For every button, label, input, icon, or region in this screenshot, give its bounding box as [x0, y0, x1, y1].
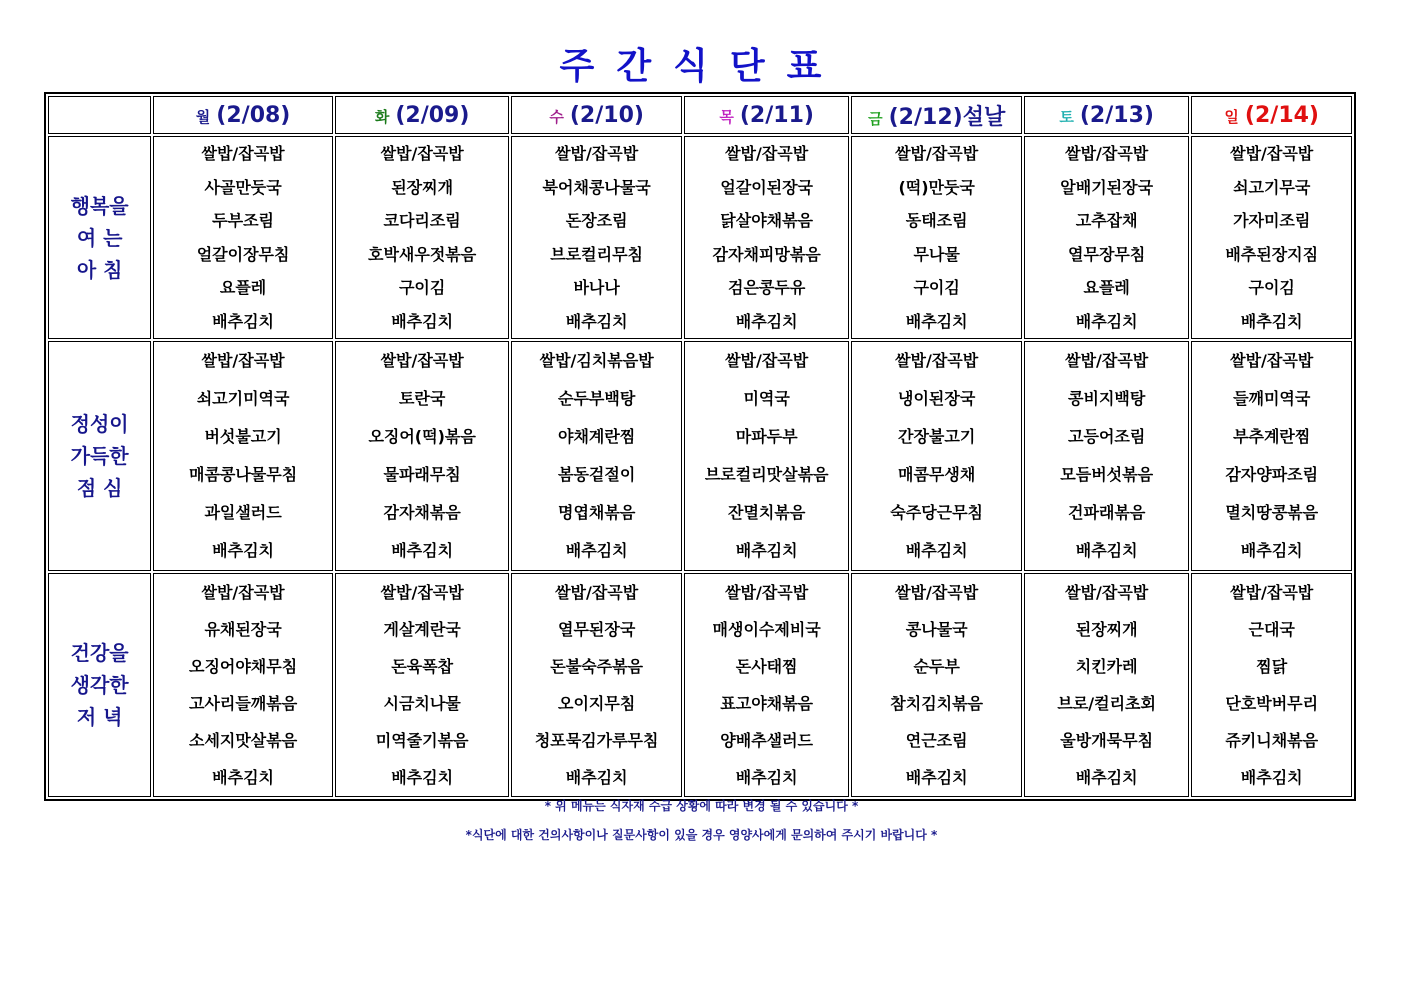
day-header-fri: [851, 96, 1022, 134]
menu-item: 배추김치: [905, 768, 968, 787]
menu-cell: [684, 136, 850, 339]
menu-item: 쌀밥/잡곡밥: [201, 144, 285, 163]
meal-label: [48, 136, 151, 339]
menu-cell: [153, 573, 333, 797]
menu-item: 돈육폭찹: [391, 657, 454, 676]
menu-item: 쌀밥/잡곡밥: [1065, 144, 1149, 163]
menu-item: 감자양파조림: [1225, 465, 1319, 484]
menu-item: 치킨카레: [1075, 657, 1138, 676]
menu-item: 배추김치: [391, 311, 454, 331]
menu-item: 청포묵김가루무침: [534, 731, 659, 750]
day-name: 수: [549, 107, 564, 126]
notice-inquiry: *식단에 대한 건의사항이나 질문사항이 있을 경우 영양사에게 문의하여 주시기 바랍니다 *: [465, 828, 938, 842]
menu-item: 표고야채볶음: [720, 694, 814, 713]
menu-item: 찜닭: [1256, 657, 1288, 676]
menu-item: 순두부백탕: [558, 389, 636, 408]
menu-item: 쌀밥/잡곡밥: [725, 351, 809, 370]
menu-item: 쌀밥/잡곡밥: [201, 351, 285, 370]
menu-item: 야채계란찜: [558, 427, 636, 446]
menu-item: 시금치나물: [383, 694, 461, 713]
menu-item: 오징어야채무침: [188, 657, 298, 676]
menu-item: 과일샐러드: [204, 503, 282, 522]
menu-item: 검은콩두유: [728, 278, 806, 297]
menu-item: 미역줄기볶음: [375, 731, 469, 750]
menu-item: 오징어(떡)볶음: [368, 427, 476, 446]
menu-item: 순두부: [913, 657, 960, 676]
menu-item: 게살계란국: [383, 620, 461, 639]
menu-item: 모듬버섯볶음: [1060, 465, 1154, 484]
corner-cell: [48, 96, 151, 134]
menu-item: 쇠고기미역국: [196, 389, 290, 408]
menu-item: 쌀밥/잡곡밥: [201, 583, 285, 602]
menu-item: 돈불숙주볶음: [550, 657, 644, 676]
menu-item: 배추김치: [212, 768, 274, 787]
menu-item: 쌀밥/잡곡밥: [895, 583, 979, 602]
day-date: (2/09): [395, 102, 470, 128]
meal-label-line: 행복을: [70, 193, 129, 218]
menu-item: 쌀밥/잡곡밥: [380, 144, 464, 163]
menu-cell: [684, 341, 850, 571]
day-date: (2/13): [1079, 102, 1154, 128]
menu-cell: [511, 573, 682, 797]
menu-item: 배추김치: [212, 311, 274, 331]
menu-item: 된장찌개: [391, 177, 454, 197]
day-date: (2/08): [216, 102, 291, 128]
day-name: 일: [1224, 107, 1239, 126]
menu-item: 고등어조림: [1068, 427, 1146, 446]
meal-label-line: 생각한: [70, 673, 129, 697]
menu-item: 쌀밥/잡곡밥: [555, 583, 639, 602]
menu-item: 배추김치: [1240, 311, 1303, 331]
menu-cell: [511, 341, 682, 571]
menu-item: 얼갈이된장국: [720, 177, 814, 197]
menu-item: 배추김치: [1240, 768, 1303, 787]
meal-label-line: 여 는: [76, 225, 123, 250]
menu-cell: [335, 573, 510, 797]
menu-item: 매생이수제비국: [712, 620, 821, 639]
menu-item: 숙주당근무침: [890, 503, 984, 522]
menu-cell: [1024, 573, 1190, 797]
menu-item: 얼갈이장무침: [196, 244, 290, 264]
menu-item: 양배추샐러드: [720, 731, 814, 750]
day-name: 월: [195, 107, 211, 126]
menu-item: 물파래무침: [383, 465, 461, 484]
menu-item: 된장찌개: [1075, 620, 1138, 639]
menu-item: 가자미조림: [1233, 211, 1311, 230]
menu-item: 열무된장국: [558, 620, 636, 639]
meal-label-line: 저 녁: [76, 705, 123, 729]
menu-item: 봄동겉절이: [558, 465, 636, 484]
lunch-row: [48, 341, 1352, 571]
menu-item: 콩비지백탕: [1068, 389, 1146, 408]
menu-item: 쌀밥/잡곡밥: [1065, 583, 1149, 602]
day-date: (2/10): [569, 102, 644, 128]
menu-item: 배추김치: [1075, 311, 1138, 331]
menu-item: 쌀밥/잡곡밥: [895, 351, 979, 370]
menu-cell: [335, 136, 510, 339]
day-date: (2/12)설날: [888, 104, 1006, 130]
menu-item: 구이김: [913, 278, 960, 297]
meal-label: [48, 341, 151, 571]
dinner-row: [48, 573, 1352, 797]
menu-cell: [684, 573, 850, 797]
menu-item: 배추김치: [565, 768, 628, 787]
meal-label: [48, 573, 151, 797]
menu-item: 고사리들깨볶음: [188, 694, 298, 713]
menu-item: 쌀밥/잡곡밥: [1230, 144, 1314, 163]
menu-item: 매콤무생채: [898, 465, 976, 484]
menu-item: 배추김치: [735, 311, 798, 331]
menu-item: 돈사태찜: [735, 657, 798, 676]
menu-item: 무나물: [913, 244, 960, 264]
meal-label-line: 정성이: [70, 412, 129, 436]
menu-item: 동태조림: [905, 211, 968, 230]
weekly-menu-table: [44, 92, 1356, 801]
menu-item: 간장불고기: [898, 427, 976, 446]
menu-item: 미역국: [743, 389, 790, 408]
menu-item: 배추김치: [1075, 541, 1138, 560]
menu-item: 쌀밥/잡곡밥: [1230, 583, 1314, 602]
page-title: 주간식단표: [559, 46, 844, 87]
menu-item: 멸치땅콩볶음: [1225, 503, 1319, 522]
menu-item: 명엽채볶음: [558, 503, 636, 522]
menu-item: 냉이된장국: [898, 389, 976, 408]
menu-item: 브로컬리무침: [550, 244, 644, 264]
menu-item: 쌀밥/김치볶음밥: [539, 351, 654, 370]
breakfast-row: [48, 136, 1352, 339]
menu-cell: [851, 341, 1022, 571]
day-date: (2/14): [1244, 102, 1319, 128]
day-date: (2/11): [739, 102, 814, 128]
menu-item: 쥬키니채볶음: [1225, 731, 1319, 750]
menu-item: 브로/컬리초회: [1057, 694, 1156, 713]
menu-cell: [1191, 136, 1352, 339]
menu-item: 바나나: [573, 278, 620, 297]
menu-item: 연근조림: [905, 731, 968, 750]
menu-item: 배추김치: [391, 541, 454, 560]
day-header-thu: [684, 96, 850, 134]
menu-item: 배추김치: [905, 311, 968, 331]
menu-item: 배추김치: [212, 541, 274, 560]
menu-cell: [1191, 573, 1352, 797]
menu-item: 사골만둣국: [204, 177, 282, 197]
menu-cell: [511, 136, 682, 339]
menu-item: 소세지맛살볶음: [188, 731, 298, 750]
menu-item: 콩나물국: [905, 620, 968, 639]
menu-item: 배추김치: [735, 768, 798, 787]
day-name: 목: [719, 107, 734, 126]
menu-item: 구이김: [1248, 278, 1295, 297]
menu-item: 감자채피망볶음: [712, 244, 821, 264]
menu-item: 들깨미역국: [1233, 389, 1311, 408]
menu-item: 울방개묵무침: [1060, 731, 1154, 750]
day-name: 화: [374, 107, 390, 126]
day-header-mon: [153, 96, 333, 134]
day-header-sun: [1191, 96, 1352, 134]
menu-item: 쌀밥/잡곡밥: [1230, 351, 1314, 370]
menu-cell: [1024, 136, 1190, 339]
menu-item: 브로컬리맛살볶음: [704, 465, 829, 484]
day-name: 금: [868, 109, 883, 128]
menu-item: 유채된장국: [204, 620, 282, 639]
menu-item: 건파래볶음: [1068, 503, 1146, 522]
menu-item: 배추김치: [565, 311, 628, 331]
menu-item: 요플레: [1083, 278, 1130, 297]
day-header-tue: [335, 96, 510, 134]
menu-item: 두부조림: [212, 211, 274, 230]
menu-item: 알배기된장국: [1060, 177, 1154, 197]
day-name: 토: [1059, 107, 1074, 126]
menu-item: 버섯불고기: [204, 427, 282, 446]
menu-item: 배추김치: [905, 541, 968, 560]
meal-label-line: 점 심: [76, 476, 123, 500]
menu-item: 마파두부: [735, 427, 798, 446]
menu-item: 배추된장지짐: [1225, 244, 1319, 264]
menu-item: 열무장무침: [1068, 244, 1146, 264]
menu-item: 배추김치: [391, 768, 454, 787]
menu-cell: [1191, 341, 1352, 571]
day-header-wed: [511, 96, 682, 134]
day-header-sat: [1024, 96, 1190, 134]
menu-item: (떡)만둣국: [898, 177, 975, 197]
menu-item: 구이김: [398, 278, 446, 297]
menu-item: 쌀밥/잡곡밥: [380, 351, 464, 370]
menu-item: 단호박버무리: [1225, 694, 1319, 713]
menu-item: 북어채콩나물국: [542, 177, 651, 197]
menu-item: 배추김치: [1075, 768, 1138, 787]
menu-item: 토란국: [398, 389, 446, 408]
menu-item: 감자채볶음: [383, 503, 461, 522]
menu-item: 배추김치: [565, 541, 628, 560]
menu-item: 코다리조림: [383, 211, 461, 230]
menu-item: 쌀밥/잡곡밥: [895, 144, 979, 163]
menu-item: 호박새우젓볶음: [368, 244, 477, 264]
meal-label-line: 아 침: [76, 257, 123, 282]
menu-cell: [335, 341, 510, 571]
menu-cell: [153, 136, 333, 339]
menu-item: 매콤콩나물무침: [188, 465, 298, 484]
menu-item: 근대국: [1248, 620, 1295, 639]
menu-item: 배추김치: [1240, 541, 1303, 560]
header-row: [48, 96, 1352, 134]
menu-item: 쌀밥/잡곡밥: [380, 583, 464, 602]
menu-cell: [153, 341, 333, 571]
menu-cell: [851, 136, 1022, 339]
menu-item: 배추김치: [735, 541, 798, 560]
meal-label-line: 가득한: [70, 444, 129, 468]
notice-change: * 위 메뉴는 식자재 수급 상황에 따라 변경 될 수 있습니다 *: [544, 799, 859, 813]
menu-item: 잔멸치볶음: [728, 503, 806, 522]
meal-label-line: 건강을: [70, 641, 129, 665]
menu-item: 부추계란찜: [1233, 427, 1311, 446]
menu-item: 쌀밥/잡곡밥: [725, 583, 809, 602]
menu-cell: [851, 573, 1022, 797]
menu-item: 닭살야채볶음: [720, 211, 814, 230]
menu-item: 쌀밥/잡곡밥: [1065, 351, 1149, 370]
menu-item: 고추잡채: [1075, 211, 1138, 230]
menu-item: 쌀밥/잡곡밥: [555, 144, 639, 163]
menu-item: 참치김치볶음: [890, 694, 984, 713]
menu-item: 오이지무침: [558, 694, 636, 713]
menu-cell: [1024, 341, 1190, 571]
menu-item: 돈장조림: [565, 211, 628, 230]
menu-item: 요플레: [219, 278, 267, 297]
menu-item: 쌀밥/잡곡밥: [725, 144, 809, 163]
menu-item: 쇠고기무국: [1233, 177, 1311, 197]
